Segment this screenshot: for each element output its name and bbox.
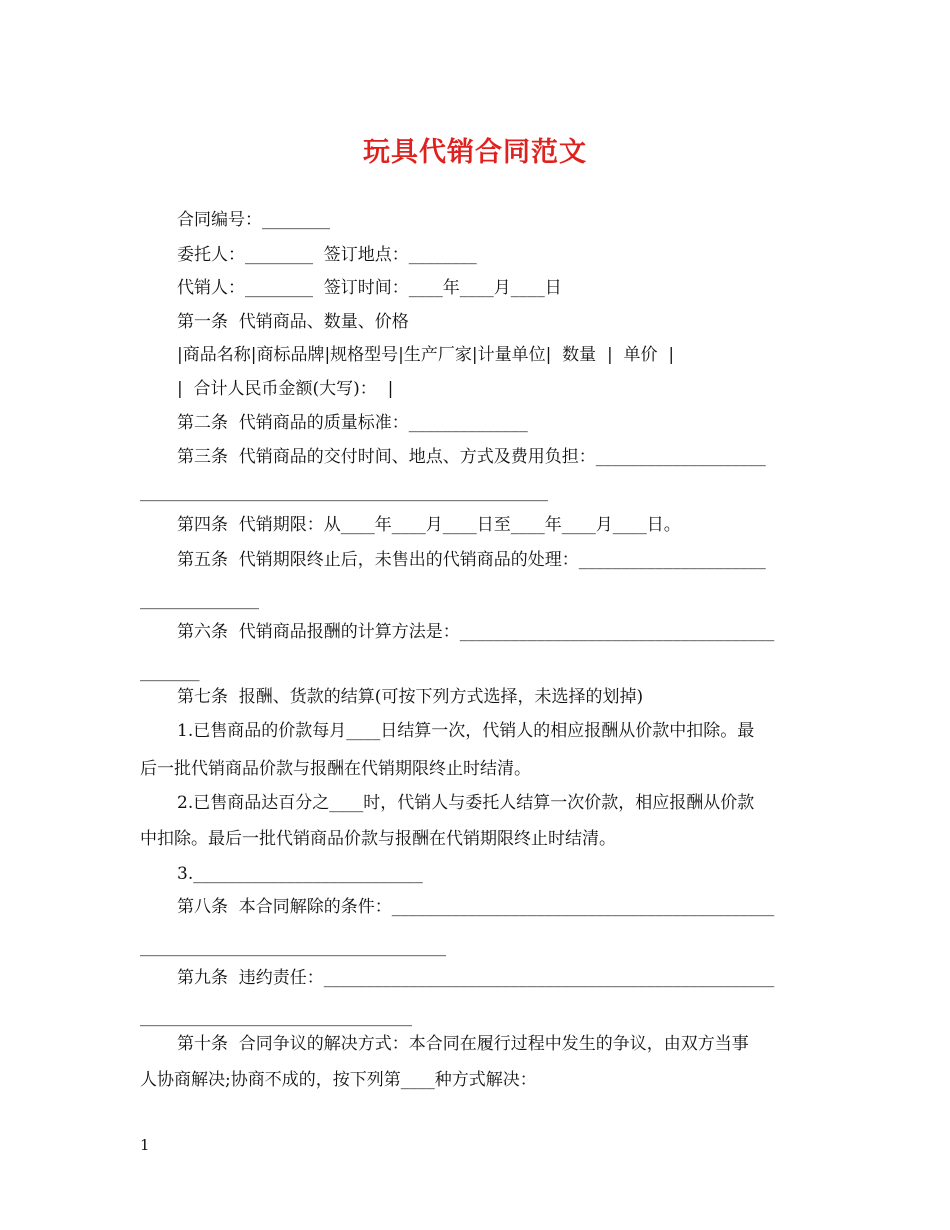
consignor-line: 委托人：________ 签订地点：________ [177,245,477,265]
article-5-continuation: ______________ [140,590,259,610]
article-6-continuation: _______ [140,662,200,682]
article-3: 第三条 代销商品的交付时间、地点、方式及费用负担：____________________ [177,447,766,467]
article-4: 第四条 代销期限：从____年____月____日至____年____月____日。 [177,515,681,535]
goods-table-header: |商品名称|商标品牌|规格型号|生产厂家|计量单位| 数量 | 单价 | [177,345,675,365]
article-2: 第二条 代销商品的质量标准：______________ [177,413,528,433]
article-7-option-2-continuation: 中扣除。最后一批代销商品价款与报酬在代销期限终止时结清。 [140,829,616,849]
consignee-line: 代销人：________ 签订时间：____年____月____日 [177,278,562,298]
article-6: 第六条 代销商品报酬的计算方法是：_____________________________________ [177,622,775,642]
article-3-continuation: ________________________________________________ [140,482,548,502]
page-number: 1 [140,1136,150,1154]
article-7-heading: 第七条 报酬、货款的结算(可按下列方式选择，未选择的划掉) [177,687,644,707]
goods-table-total: | 合计人民币金额(大写)： | [177,379,394,399]
article-10: 第十条 合同争议的解决方式：本合同在履行过程中发生的争议，由双方当事 [177,1034,749,1054]
article-8: 第八条 本合同解除的条件：_____________________________________________ [177,897,775,917]
article-8-continuation: ____________________________________ [140,937,446,957]
article-9: 第九条 违约责任：_____________________________________________________ [177,968,775,988]
document-title: 玩具代销合同范文 [363,137,587,168]
article-5: 第五条 代销期限终止后，未售出的代销商品的处理：______________________ [177,550,766,570]
article-1-heading: 第一条 代销商品、数量、价格 [177,312,409,332]
article-7-option-1: 1.已售商品的价款每月____日结算一次，代销人的相应报酬从价款中扣除。最 [177,721,755,741]
article-9-continuation: ________________________________ [140,1007,412,1027]
article-7-option-3: 3.___________________________ [177,864,423,884]
article-10-continuation: 人协商解决;协商不成的，按下列第____种方式解决： [140,1070,537,1090]
contract-number-line: 合同编号：________ [177,210,330,230]
article-7-option-2: 2.已售商品达百分之____时，代销人与委托人结算一次价款，相应报酬从价款 [177,793,755,813]
article-7-option-1-continuation: 后一批代销商品价款与报酬在代销期限终止时结清。 [140,759,531,779]
